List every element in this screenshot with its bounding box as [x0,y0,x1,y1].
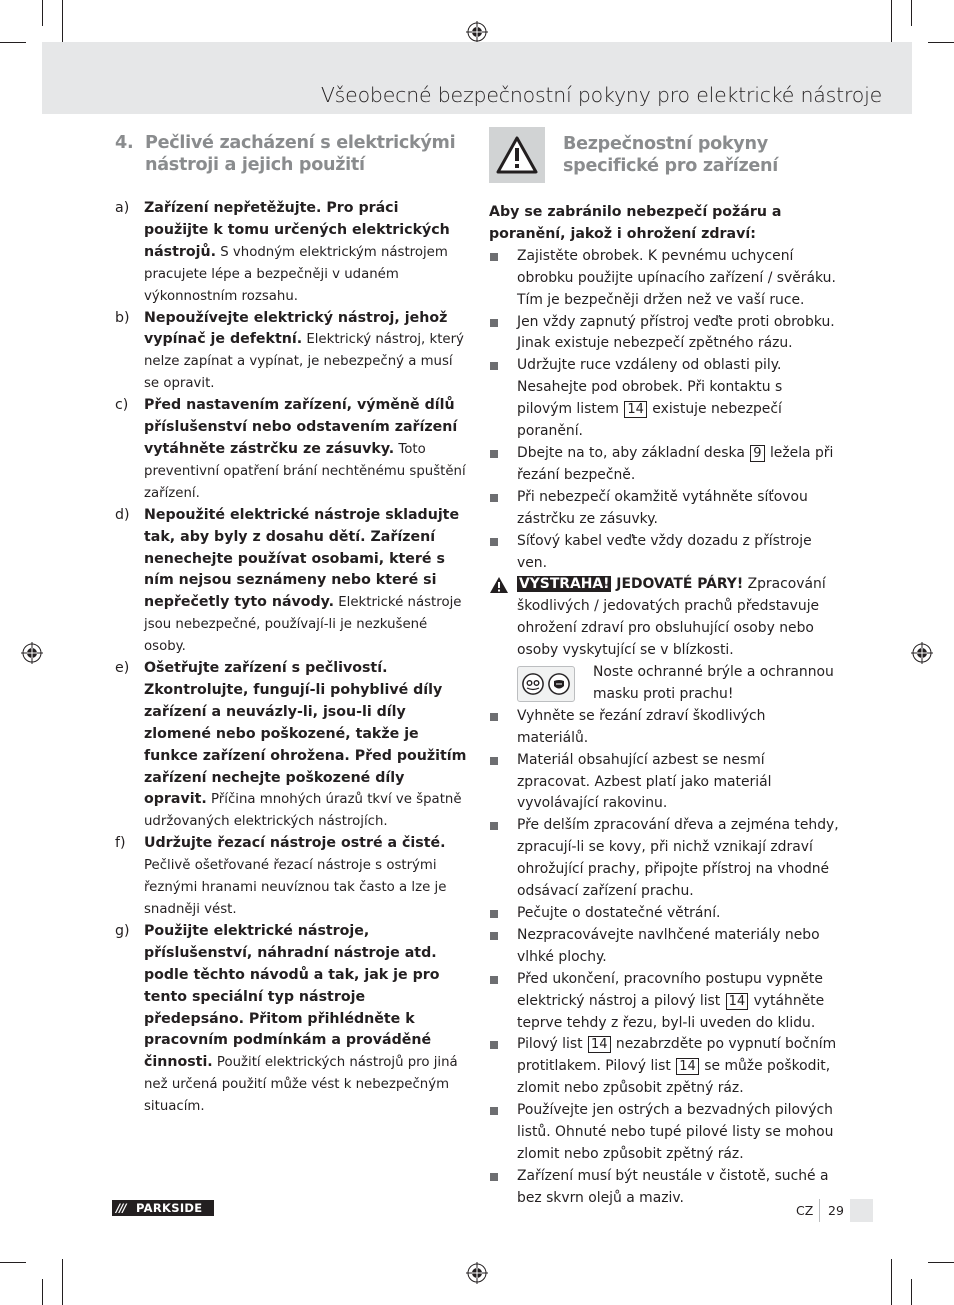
bullet-text [517,1100,839,1166]
rule-letter: d) [115,506,130,523]
bullet-square-icon [489,815,517,903]
crop-mark [42,1279,43,1305]
section-heading [115,132,467,176]
registration-mark-icon [466,1262,488,1284]
rule-item [115,308,467,396]
bullet-text-part: Vyhněte se řezání zdraví škodlivých materiálů. [517,707,766,746]
bullet-square-icon [489,969,517,1035]
crop-mark [891,1259,892,1305]
bullet-text [517,531,839,575]
bullet-text [517,925,839,969]
bullet-item [489,355,839,443]
rule-item [115,395,467,505]
rule-text [144,505,467,658]
bullet-text-part: se může poškodit, zlomit nebo způsobit zpětný ráz. [517,1058,831,1097]
registration-mark-icon [466,21,488,43]
rule-letter: c) [115,397,129,414]
warning-small-icon [489,574,517,662]
bullet-square-icon [489,1166,517,1210]
bullet-square-icon [489,1034,517,1100]
rule-item [115,505,467,658]
bullet-text-part: Dbejte na to, aby základní deska [517,444,745,461]
rule-normal-text: Příčina mnohých úrazů tkví ve špatně udržovaných elektrických nástrojích. [144,792,462,830]
goggles-mask-icon [517,666,575,702]
warning-text [517,574,839,662]
rule-letter: e) [115,660,130,677]
parkside-logo [112,1200,214,1216]
bullet-item [489,706,839,750]
bullet-text-part: existuje nebezpečí poranění. [517,401,782,440]
dust-mask-icon [548,673,570,695]
rule-letter: g) [115,922,130,939]
rule-normal-text: Elektrické nástroje jsou nebezpečné, používají-li je nezkušené osoby. [144,595,462,655]
warning-bold: JEDOVATÉ PÁRY! [611,576,744,593]
bullet-item [489,903,839,925]
bullet-text [517,1166,839,1210]
page-tab [850,1199,873,1222]
bullet-square-icon [489,903,517,925]
bullet-item [489,750,839,816]
rule-text [144,658,467,833]
goggles-icon [522,673,544,695]
crop-mark [911,1279,912,1305]
crop-mark [928,42,954,43]
rule-text [144,921,467,1118]
bullet-square-icon [489,750,517,816]
rule-bold-text: Ošetřujte zařízení s pečlivostí. Zkontrolujte, fungují-li pohyblivé díly zařízení a neuvázly-li, jsou-li díly zlomené nebo poškozené, takže je funkce zařízení ohrožena. Před použitím zařízení nechejte poškozené díly opravit. [144,660,467,808]
bullet-text [517,706,839,750]
crop-mark [62,1259,63,1305]
bullet-text-part: Zajistěte obrobek. K pevnému uchycení obrobku použijte upínacího zařízení / svěráku. Tím je bezpečněji držen než ve vaší ruce. [517,247,836,308]
bullet-item [489,969,839,1035]
rule-letter: a) [115,200,130,216]
bullet-square-icon [489,312,517,356]
rule-bold-text: Nepoužité elektrické nástroje skladujte tak, aby byly z dosahu dětí. Zařízení nenechejte používat osobami, které s ním nejsou seznámeny nebo které si nepřečetly tyto návody. [144,506,460,611]
bullet-item [489,312,839,356]
section-number: 4. [115,133,134,153]
rules-list [115,198,467,1118]
crop-mark [891,0,892,46]
bullet-text-part: vytáhněte teprve tehdy z řezu, byl-li uveden do klidu. [517,992,825,1031]
rule-normal-text: Toto preventivní opatření brání nechtěnému spuštění zařízení. [144,441,466,501]
rule-text [144,395,467,505]
warning-triangle-icon [496,136,538,174]
safety-heading [489,127,839,183]
bullet-text [517,750,839,816]
safety-title: Bezpečnostní pokyny specifické pro zařízení [563,134,778,176]
warning-label: VÝSTRAHA! [519,576,610,593]
logo-text: PARKSIDE [136,1201,203,1215]
crop-mark [911,0,912,26]
bullet-item [489,246,839,312]
part-reference-number: 9 [750,445,764,462]
bullet-square-icon [489,355,517,443]
crop-mark [0,1262,26,1263]
bullet-item [489,815,839,903]
bullet-text-part: Materiál obsahující azbest se nesmí zpracovat. Azbest platí jako materiál vyvolávající rakovinu. [517,751,772,812]
rule-letter: f) [115,835,126,852]
bullet-square-icon [489,443,517,487]
part-reference-number: 14 [676,1058,699,1075]
bullet-square-icon [489,925,517,969]
bullet-square-icon [489,246,517,312]
bullet-text-part: nezabrzděte po vypnutí bočním protitlakem. Pilový list [517,1036,837,1075]
bullet-text [517,443,839,487]
left-column [115,132,467,1118]
rule-normal-text: Použití elektrických nástrojů pro jiná než určená použití může vést k nebezpečným situacím. [144,1055,458,1115]
bullet-square-icon [489,531,517,575]
rule-item [115,658,467,833]
bullet-text-part: Před ukončení, pracovního postupu vypněte elektrický nástroj a pilový list [517,970,823,1009]
bullet-text-part: ležela při řezání bezpečně. [517,444,834,483]
rule-bold-text: Udržujte řezací nástroje ostré a čisté. [144,835,446,852]
bullet-square-icon [489,487,517,531]
rule-item [115,921,467,1118]
right-column [489,127,839,1210]
bullet-text [517,969,839,1035]
part-reference-number: 14 [588,1036,611,1053]
rule-item [115,833,467,921]
part-reference-number: 14 [726,993,749,1010]
rule-normal-text: Pečlivě ošetřované řezací nástroje s ostrými řeznými hranami neuvíznou tak často a lze je snadněji vést. [144,858,447,917]
rule-bold-text: Před nastavením zařízení, výměně dílů příslušenství nebo odstavením zařízení vytáhněte zástrčku ze zásuvky. [144,397,458,457]
bullet-square-icon [489,706,517,750]
goggles-row [517,662,839,706]
rule-item [115,198,467,308]
goggles-text: Noste ochranné brýle a ochrannou masku proti prachu! [593,664,834,702]
rule-normal-text: S vhodným elektrickým nástrojem pracujete lépe a bezpečněji v udaném výkonnostním rozsahu. [144,244,448,304]
crop-mark [928,1262,954,1263]
bullet-text-part: Pilový list [517,1036,583,1053]
bullet-text-part: Pře delším zpracování dřeva a zejména tehdy, zpracují-li se kovy, při nichž vznikají zdraví ohrožující prachy, připojte přístroj na vhodné odsávací zařízení prachu. [517,817,839,900]
bullet-list-a [489,246,839,575]
bullet-list-b [489,706,839,1210]
bullet-text-part: Udržujte ruce vzdáleny od oblasti pily. Nesahejte pod obrobek. Při kontaktu s pilovým listem [517,357,783,418]
logo-slashes: /// [116,1201,126,1215]
rule-text [144,833,467,921]
bullet-text-part: Používejte jen ostrých a bezvadných pilových listů. Ohnuté nebo tupé pilové listy se mohou zlomit nebo způsobit zpětný ráz. [517,1102,834,1162]
bullet-text-part: Pečujte o dostatečné větrání. [517,905,721,921]
safety-intro: Aby se zabránilo nebezpečí požáru a poranění, jakož i ohrožení zdraví: [489,204,782,242]
page-number: 29 [828,1203,844,1218]
page-header-title: Všeobecné bezpečnostní pokyny pro elektrické nástroje [320,83,882,107]
bullet-item [489,925,839,969]
crop-mark [62,0,63,46]
rule-text [144,308,467,396]
bullet-text [517,815,839,903]
bullet-square-icon [489,1100,517,1166]
rule-bold-text: Zařízení nepřetěžujte. Pro práci použijte k tomu určených elektrických nástrojů. [144,200,450,260]
crop-mark [0,42,26,43]
warning-sign-box [489,127,545,183]
bullet-item [489,1100,839,1166]
rule-normal-text: Elektrický nástroj, který nelze zapínat a vypínat, je nebezpečný a musí se opravit. [144,332,464,392]
bullet-text-part: Nezpracovávejte navlhčené materiály nebo vlhké plochy. [517,926,820,965]
bullet-text-part: Jen vždy zapnutý přístroj veďte proti obrobku. Jinak existuje nebezpečí zpětného rázu. [517,313,835,352]
section-title: Pečlivé zacházení s elektrickými nástroji a jejich použití [145,133,456,175]
bullet-text [517,355,839,443]
bullet-text [517,246,839,312]
rule-bold-text: Nepoužívejte elektrický nástroj, jehož vypínač je defektní. [144,309,448,348]
bullet-text-part: Zařízení musí být neustále v čistotě, suché a bez skvrn olejů a maziv. [517,1167,829,1206]
bullet-text [517,312,839,356]
rule-bold-text: Použijte elektrické nástroje, příslušenství, náhradní nástroje atd. podle těchto návodů a tak, jak je pro tento speciální typ nástroje předepsáno. Přitom přihlédněte k pracovním podmínkám a prováděné činnosti. [144,922,440,1071]
bullet-text [517,487,839,531]
rule-text [144,198,467,308]
bullet-text [517,903,839,925]
part-reference-number: 14 [624,401,647,418]
bullet-text-part: Síťový kabel veďte vždy dozadu z přístroje ven. [517,532,812,571]
language-code: CZ [796,1203,814,1218]
warning-body: Zpracování škodlivých / jedovatých prachů představuje ohrožení zdraví pro obsluhující osoby nebo osoby vyskytující se v blízkosti. [517,576,826,659]
page-number-divider [819,1199,820,1222]
bullet-item [489,1034,839,1100]
warning-line [489,574,839,662]
registration-mark-icon [911,642,933,664]
bullet-text [517,1034,839,1100]
rule-letter: b) [115,309,130,326]
bullet-item [489,443,839,487]
bullet-text-part: Při nebezpečí okamžitě vytáhněte síťovou zástrčku ze zásuvky. [517,488,808,527]
bullet-item [489,1166,839,1210]
bullet-item [489,531,839,575]
crop-mark [42,0,43,26]
bullet-item [489,487,839,531]
registration-mark-icon [21,642,43,664]
